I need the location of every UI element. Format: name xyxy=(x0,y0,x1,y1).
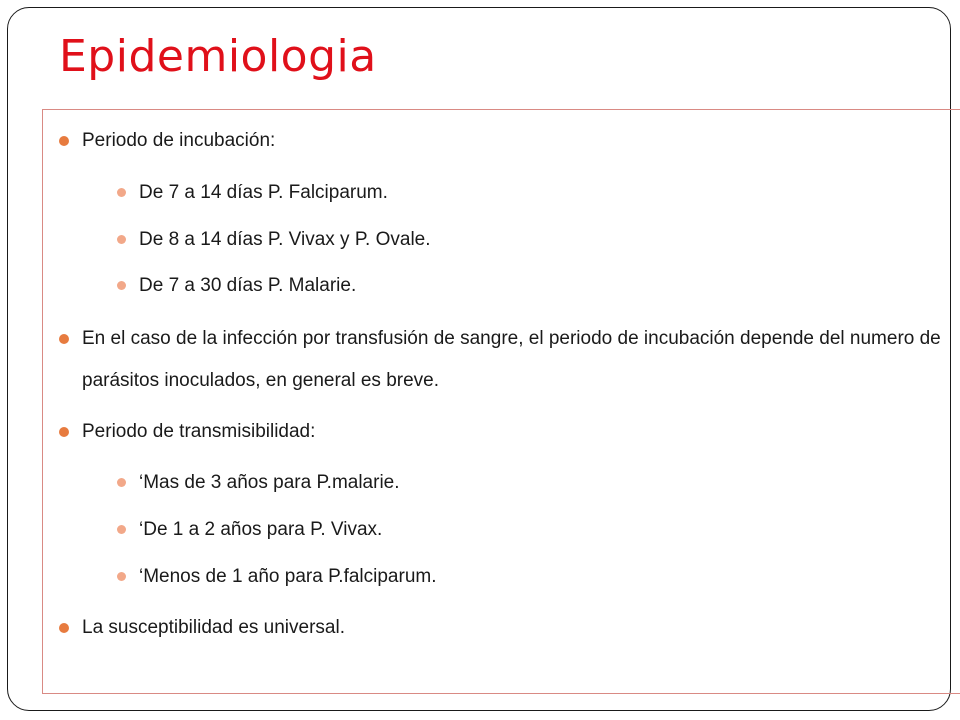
bullet-dot-icon xyxy=(117,281,126,290)
list-item-text: La susceptibilidad es universal. xyxy=(82,617,345,638)
bullet-dot-icon xyxy=(59,427,69,437)
list-item-text: De 7 a 30 días P. Malarie. xyxy=(139,275,357,296)
list-item xyxy=(82,411,952,453)
slide-title: Epidemiologia xyxy=(59,31,377,82)
bullet-dot-icon xyxy=(117,572,126,581)
list-item xyxy=(139,172,919,214)
slide xyxy=(7,7,951,711)
list-item-text: En el caso de la infección por transfusión de sangre, el periodo de incubación depende del numero de parásitos inoculados, en general es breve. xyxy=(82,328,941,391)
list-item-text: Periodo de transmisibilidad: xyxy=(82,421,316,442)
list-item xyxy=(82,318,952,402)
bullet-dot-icon xyxy=(117,478,126,487)
list-item xyxy=(82,607,952,649)
list-item-text: Periodo de incubación: xyxy=(82,130,276,151)
bullet-dot-icon xyxy=(117,188,126,197)
list-item xyxy=(139,509,919,551)
list-item xyxy=(82,120,952,162)
bullet-dot-icon xyxy=(59,136,69,146)
list-item xyxy=(139,556,919,598)
list-item xyxy=(139,219,919,261)
list-item-text: ‘De 1 a 2 años para P. Vivax. xyxy=(139,519,383,540)
bullet-dot-icon xyxy=(117,525,126,534)
list-item xyxy=(139,462,919,504)
bullet-dot-icon xyxy=(117,235,126,244)
list-item-text: ‘Menos de 1 año para P.falciparum. xyxy=(139,566,437,587)
list-item-text: ‘Mas de 3 años para P.malarie. xyxy=(139,472,400,493)
list-item-text: De 8 a 14 días P. Vivax y P. Ovale. xyxy=(139,229,431,250)
list-item-text: De 7 a 14 días P. Falciparum. xyxy=(139,182,388,203)
bullet-dot-icon xyxy=(59,334,69,344)
list-item xyxy=(139,265,919,307)
bullet-dot-icon xyxy=(59,623,69,633)
content-box xyxy=(42,109,960,694)
